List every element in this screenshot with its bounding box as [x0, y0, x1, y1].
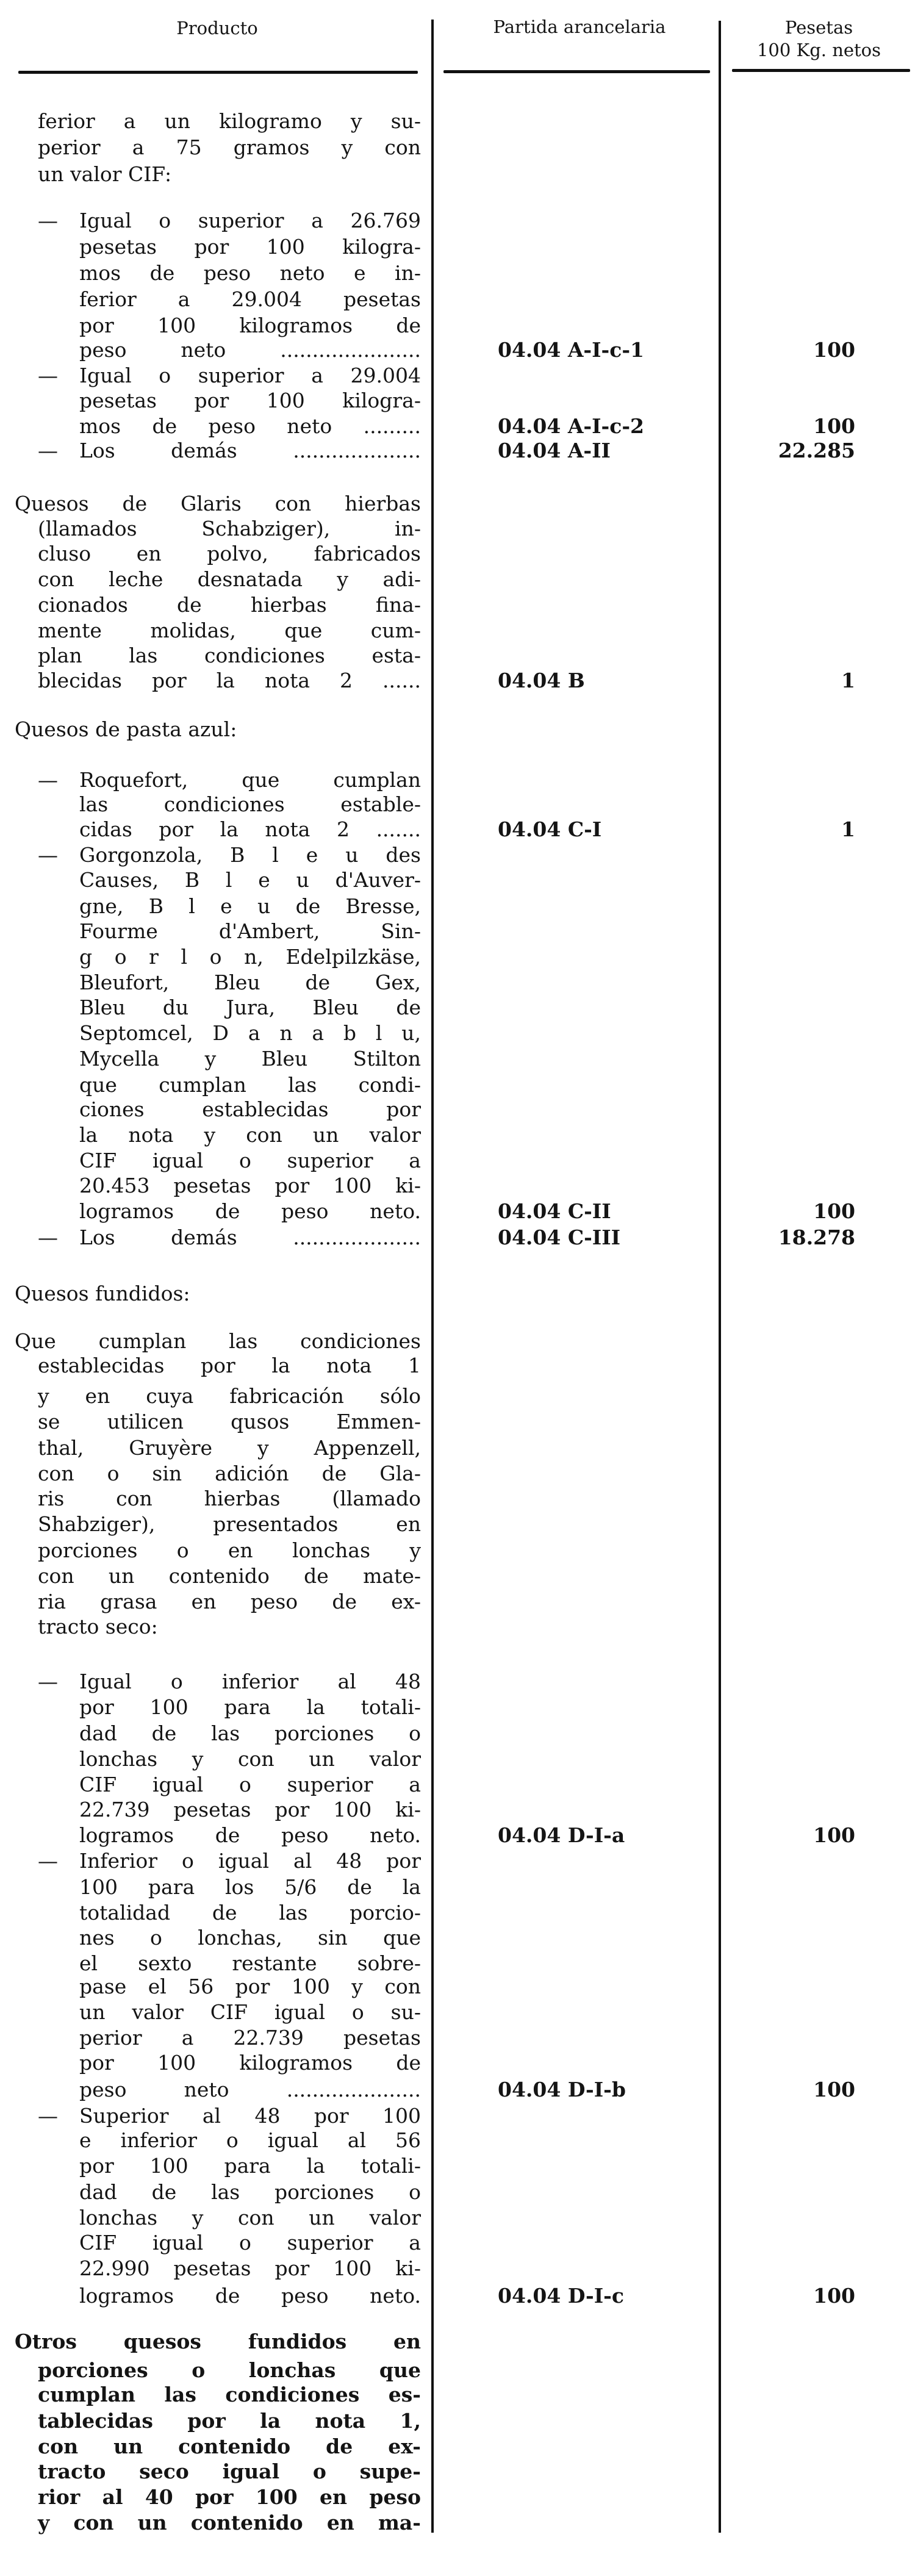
product-text-line: tablecidas por la nota 1, — [38, 2409, 421, 2433]
product-text-line: un valor CIF igual o su- — [79, 2000, 421, 2024]
product-text-line: Bleu du Jura, Bleu de — [79, 996, 421, 1019]
bullet-dash-icon: — — [38, 1849, 58, 1873]
tariff-code: 04.04 C-II — [498, 1199, 611, 1223]
tariff-code: 04.04 C-III — [498, 1225, 621, 1249]
bullet-dash-icon: — — [38, 1670, 58, 1693]
pesetas-value: 18.278 — [778, 1225, 855, 1249]
product-text-line: pesetas por 100 kilogra- — [79, 389, 421, 412]
header-100kg-netos: 100 Kg. netos — [756, 40, 881, 60]
product-text-line: el sexto restante sobre- — [79, 1951, 421, 1975]
bullet-dash-icon: — — [38, 1225, 58, 1249]
product-text-line: ferior a un kilogramo y su- — [38, 109, 421, 133]
product-text-line: tracto seco igual o supe- — [38, 2459, 421, 2483]
product-text-line: Los demás .................... — [79, 1225, 421, 1249]
header-partida-arancelaria: Partida arancelaria — [493, 16, 666, 37]
product-text-line: perior a 22.739 pesetas — [79, 2026, 421, 2050]
product-text-line: lonchas y con un valor — [79, 1747, 421, 1771]
product-text-line: por 100 para la totali- — [79, 2154, 421, 2178]
product-text-line: blecidas por la nota 2 ...... — [38, 669, 421, 692]
product-text-line: Septomcel, D a n a b l u, — [79, 1021, 421, 1045]
product-text-line: g o r l o n, Edelpilzkäse, — [79, 945, 421, 969]
product-text-line: Causes, B l e u d'Auver- — [79, 868, 421, 892]
product-text-line: cidas por la nota 2 ....... — [79, 817, 421, 841]
product-text-line: Quesos fundidos: — [15, 1282, 190, 1305]
product-text-line: Gorgonzola, B l e u des — [79, 843, 421, 867]
product-text-line: pase el 56 por 100 y con — [79, 1975, 421, 1998]
tariff-code: 04.04 D-I-a — [498, 1823, 625, 1847]
pesetas-value: 100 — [813, 1199, 855, 1223]
product-text-line: mos de peso neto e in- — [79, 261, 421, 285]
product-text-line: mos de peso neto ......... — [79, 414, 421, 438]
header-rule-producto — [18, 71, 418, 74]
product-text-line: (llamados Schabziger), in- — [38, 517, 421, 540]
product-text-line: cluso en polvo, fabricados — [38, 542, 421, 565]
product-text-line: perior a 75 gramos y con — [38, 135, 421, 159]
product-text-line: que cumplan las condi- — [79, 1073, 421, 1097]
product-text-line: 22.990 pesetas por 100 ki- — [79, 2256, 421, 2280]
product-text-line: y con un contenido en ma- — [38, 2511, 421, 2535]
product-text-line: con leche desnatada y adi- — [38, 567, 421, 591]
pesetas-value: 100 — [813, 2078, 855, 2101]
product-text-line: 20.453 pesetas por 100 ki- — [79, 1174, 421, 1197]
product-text-line: la nota y con un valor — [79, 1123, 421, 1147]
product-text-line: Mycella y Bleu Stilton — [79, 1047, 421, 1071]
product-text-line: lonchas y con un valor — [79, 2206, 421, 2230]
product-text-line: logramos de peso neto. — [79, 1823, 421, 1847]
product-text-line: Igual o inferior al 48 — [79, 1670, 421, 1693]
product-text-line: CIF igual o superior a — [79, 1149, 421, 1172]
bullet-dash-icon: — — [38, 364, 58, 387]
pesetas-value: 100 — [813, 414, 855, 438]
product-text-line: tracto seco: — [38, 1615, 158, 1638]
product-text-line: Superior al 48 por 100 — [79, 2104, 421, 2128]
product-text-line: se utilicen qusos Emmen- — [38, 1410, 421, 1433]
product-text-line: Igual o superior a 29.004 — [79, 364, 421, 387]
product-text-line: establecidas por la nota 1 — [38, 1354, 421, 1377]
tariff-code: 04.04 A-I-c-1 — [498, 338, 645, 362]
product-text-line: 100 para los 5/6 de la — [79, 1875, 421, 1899]
tariff-code: 04.04 D-I-b — [498, 2078, 626, 2101]
product-text-line: mente molidas, que cum- — [38, 619, 421, 642]
product-text-line: Shabziger), presentados en — [38, 1512, 421, 1536]
product-text-line: ris con hierbas (llamado — [38, 1487, 421, 1510]
product-text-line: pesetas por 100 kilogra- — [79, 235, 421, 259]
product-text-line: 22.739 pesetas por 100 ki- — [79, 1798, 421, 1821]
product-text-line: un valor CIF: — [38, 162, 172, 186]
product-text-line: nes o lonchas, sin que — [79, 1926, 421, 1950]
header-producto: Producto — [176, 18, 258, 38]
bullet-dash-icon: — — [38, 439, 58, 462]
product-text-line: thal, Gruyère y Appenzell, — [38, 1436, 421, 1460]
product-text-line: cumplan las condiciones es- — [38, 2383, 421, 2406]
product-text-line: Bleufort, Bleu de Gex, — [79, 970, 421, 994]
product-text-line: Igual o superior a 26.769 — [79, 209, 421, 232]
product-text-line: Fourme d'Ambert, Sin- — [79, 919, 421, 943]
product-text-line: por 100 para la totali- — [79, 1695, 421, 1719]
header-rule-partida — [443, 70, 710, 73]
pesetas-value: 22.285 — [778, 439, 855, 462]
column-divider-2 — [719, 21, 721, 2533]
product-text-line: con un contenido de mate- — [38, 1564, 421, 1588]
product-text-line: Otros quesos fundidos en — [15, 2330, 421, 2353]
product-text-line: y en cuya fabricación sólo — [38, 1384, 421, 1408]
product-text-line: logramos de peso neto. — [79, 1199, 421, 1223]
product-text-line: gne, B l e u de Bresse, — [79, 894, 421, 918]
tariff-code: 04.04 D-I-c — [498, 2284, 624, 2308]
pesetas-value: 1 — [841, 669, 855, 692]
product-text-line: plan las condiciones esta- — [38, 644, 421, 667]
product-text-line: cionados de hierbas fina- — [38, 593, 421, 617]
product-text-line: ciones establecidas por — [79, 1097, 421, 1121]
product-text-line: porciones o en lonchas y — [38, 1538, 421, 1562]
column-divider-1 — [431, 20, 434, 2533]
tariff-code: 04.04 A-I-c-2 — [498, 414, 645, 438]
product-text-line: Quesos de pasta azul: — [15, 717, 237, 741]
product-text-line: CIF igual o superior a — [79, 1773, 421, 1796]
bullet-dash-icon: — — [38, 768, 58, 792]
bullet-dash-icon: — — [38, 2104, 58, 2128]
product-text-line: Roquefort, que cumplan — [79, 768, 421, 792]
product-text-line: Que cumplan las condiciones — [15, 1329, 421, 1353]
header-rule-pesetas — [732, 69, 910, 72]
bullet-dash-icon: — — [38, 843, 58, 867]
product-text-line: por 100 kilogramos de — [79, 2051, 421, 2075]
product-text-line: dad de las porciones o — [79, 2180, 421, 2204]
product-text-line: peso neto ...................... — [79, 338, 421, 362]
product-text-line: Quesos de Glaris con hierbas — [15, 492, 421, 515]
pesetas-value: 1 — [841, 817, 855, 841]
product-text-line: e inferior o igual al 56 — [79, 2128, 421, 2152]
product-text-line: dad de las porciones o — [79, 1721, 421, 1745]
product-text-line: logramos de peso neto. — [79, 2284, 421, 2308]
pesetas-value: 100 — [813, 1823, 855, 1847]
product-text-line: las condiciones estable- — [79, 792, 421, 816]
tariff-code: 04.04 B — [498, 669, 585, 692]
product-text-line: porciones o lonchas que — [38, 2358, 421, 2382]
product-text-line: ria grasa en peso de ex- — [38, 1590, 421, 1613]
tariff-code: 04.04 A-II — [498, 439, 611, 462]
product-text-line: Inferior o igual al 48 por — [79, 1849, 421, 1873]
pesetas-value: 100 — [813, 338, 855, 362]
product-text-line: Los demás .................... — [79, 439, 421, 462]
product-text-line: con un contenido de ex- — [38, 2434, 421, 2458]
product-text-line: CIF igual o superior a — [79, 2231, 421, 2255]
product-text-line: por 100 kilogramos de — [79, 314, 421, 337]
tariff-code: 04.04 C-I — [498, 817, 602, 841]
header-pesetas: Pesetas — [784, 17, 853, 38]
product-text-line: con o sin adición de Gla- — [38, 1462, 421, 1485]
product-text-line: peso neto ..................... — [79, 2078, 421, 2101]
product-text-line: ferior a 29.004 pesetas — [79, 287, 421, 311]
bullet-dash-icon: — — [38, 209, 58, 232]
pesetas-value: 100 — [813, 2284, 855, 2308]
product-text-line: rior al 40 por 100 en peso — [38, 2485, 421, 2509]
product-text-line: totalidad de las porcio- — [79, 1901, 421, 1925]
